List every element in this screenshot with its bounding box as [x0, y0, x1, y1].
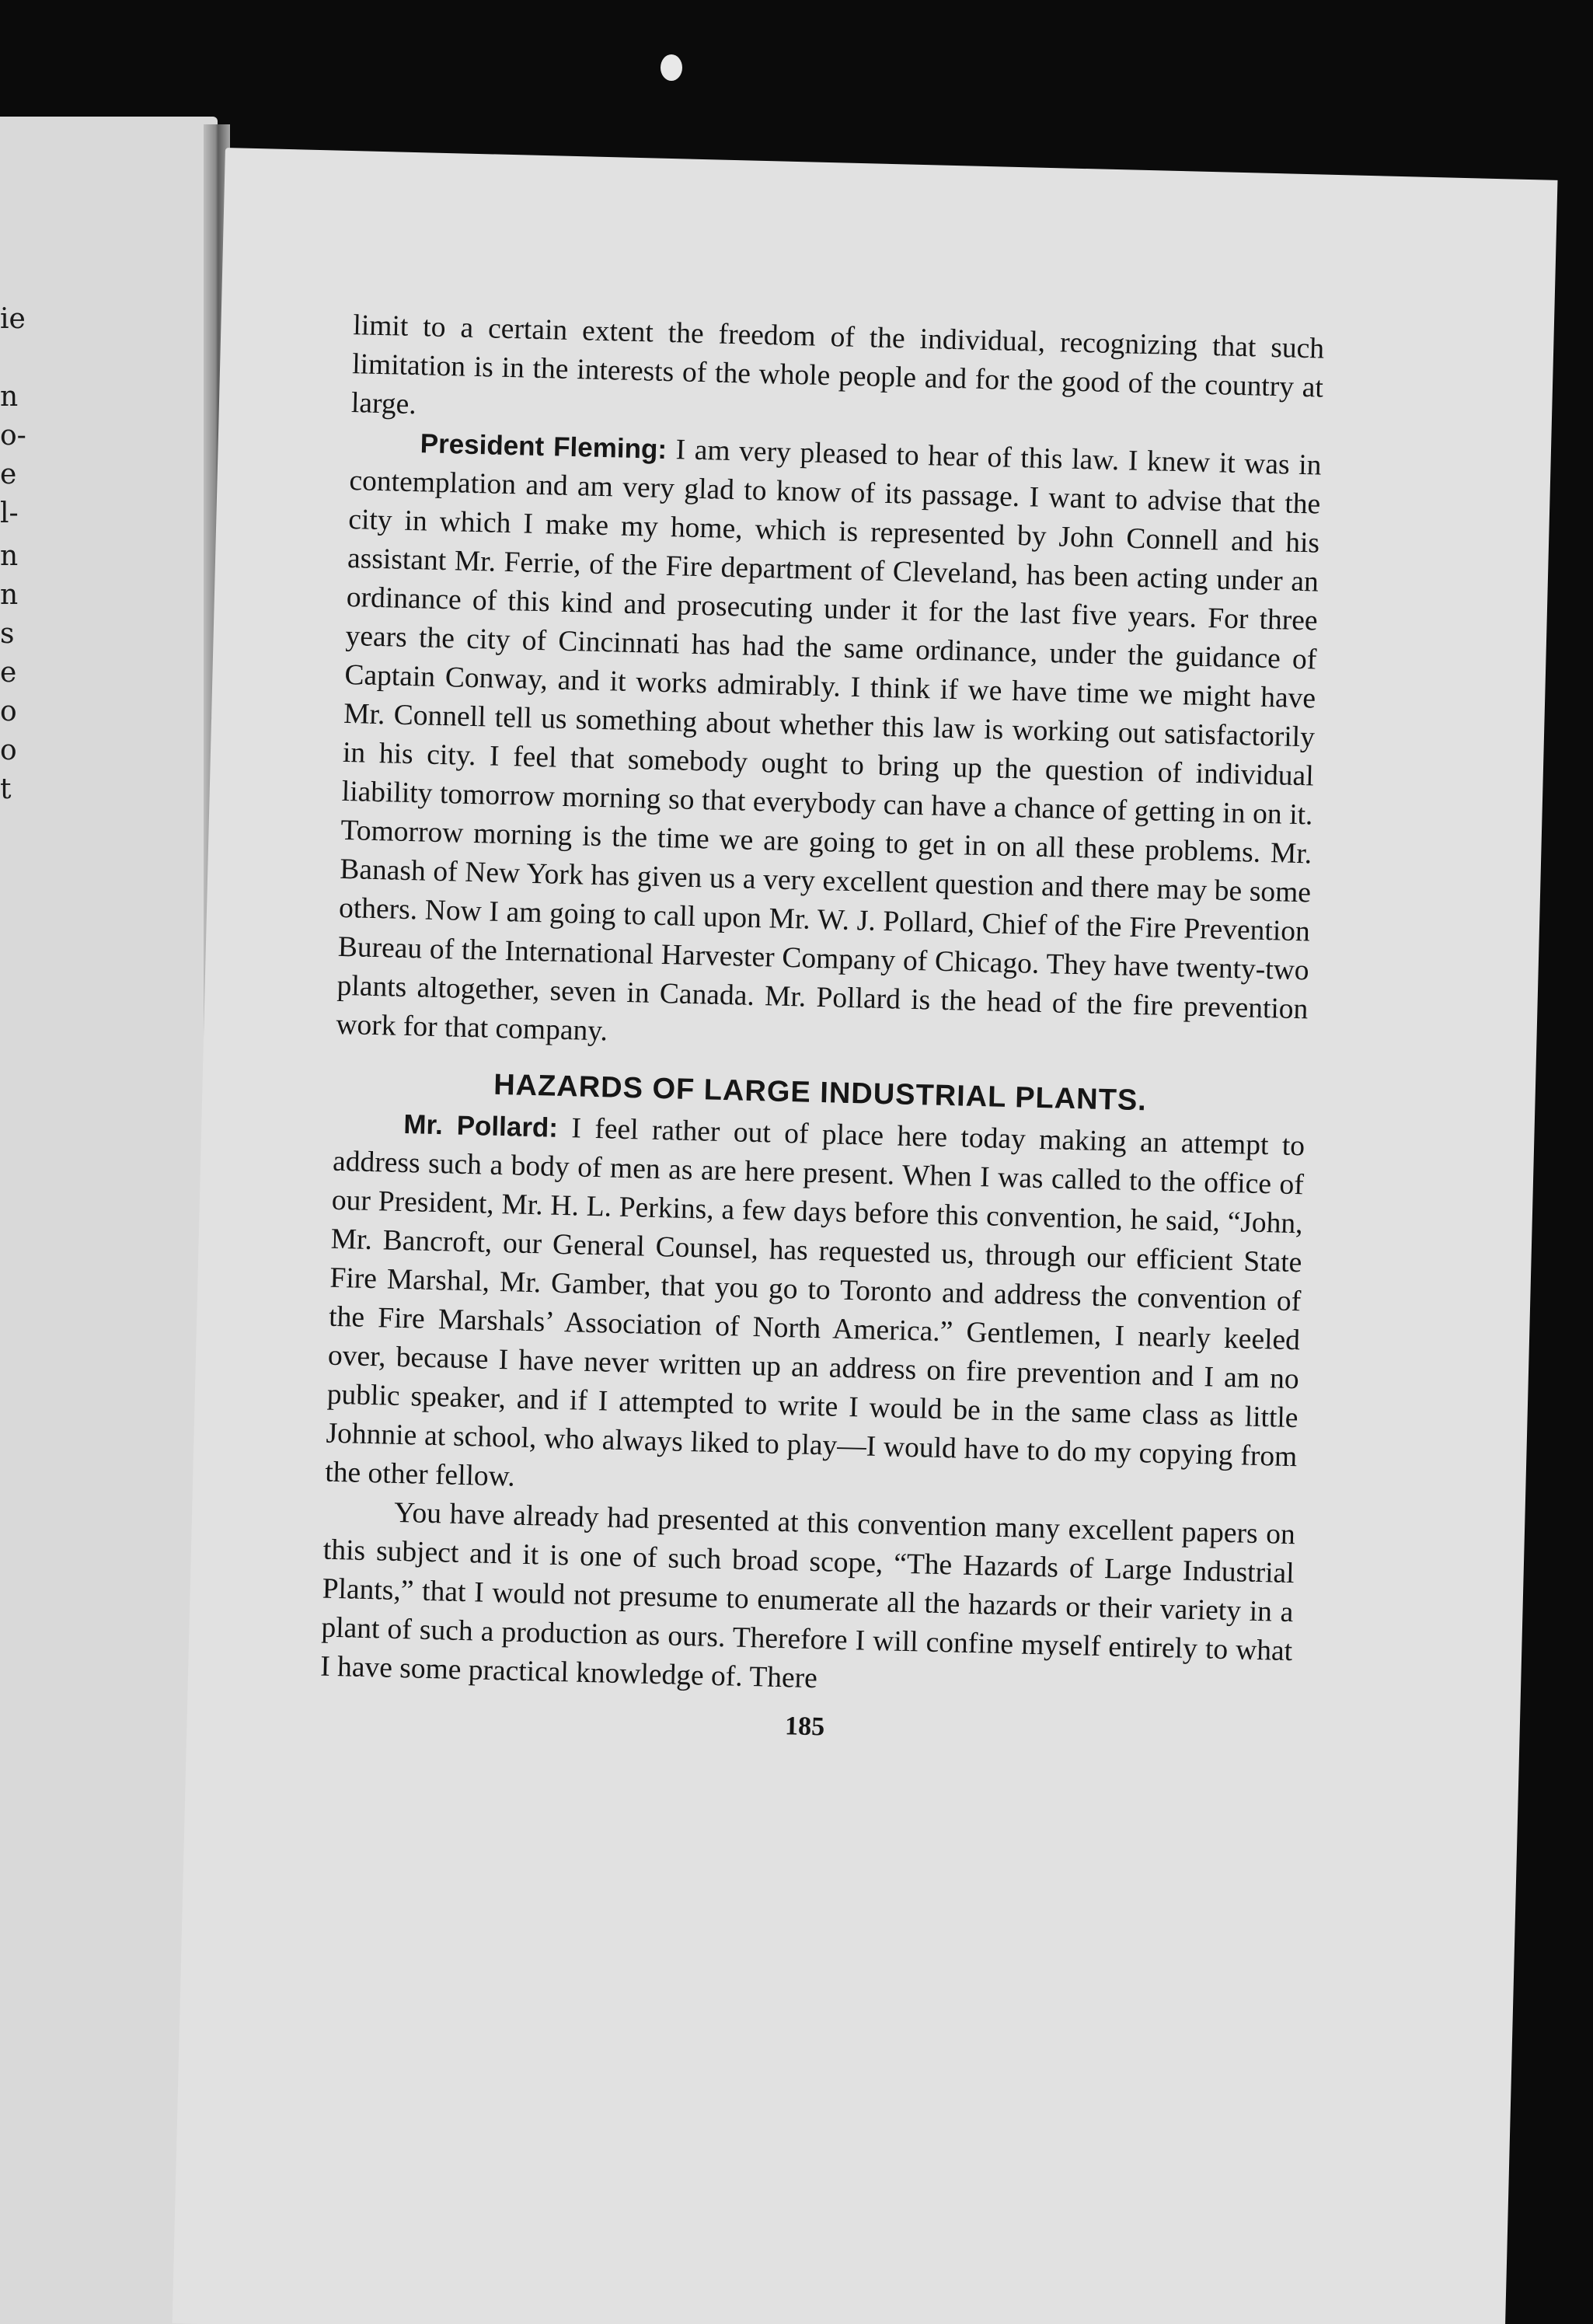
paragraph — [336, 423, 1322, 1068]
dust-speck — [661, 54, 682, 81]
paragraph-text: I am very pleased to hear of this law. I knew it was in contemplation and am very glad to know of its passage. I want to advise that the city in which I make my home, which is represented by John Connell and his assistant Mr. Ferrie, of the Fire department of Cleveland, has been acting under an ordinance of this kind and prosecuting under it for the last five years. For three years the city of Cincinnati has had the same ordinance, under the guidance of Captain Conway, and it works admirably. I think if we have time we might have Mr. Connell tell us something about whether this law is working out satisfactorily in his city. I feel that somebody ought to bring up the question of individual liability tomorrow morning so that everybody can have a chance of getting in on it. Tomorrow morning is the time we are going to get in on all these problems. Mr. Banash of New York has given us a very excellent question and there may be some others. Now I am going to call upon Mr. W. J. Pollard, Chief of the Fire Prevention Bureau of the International Harvester Company of Chicago. They have twenty-two plants altogether, seven in Canada. Mr. Pollard is the head of the fire prevention work for that company. — [335, 433, 1322, 1048]
facing-page-fragment: n — [0, 579, 19, 611]
facing-page-fragment: e — [0, 657, 17, 689]
facing-page-fragment: o — [0, 735, 17, 766]
facing-page-fragment: n — [0, 540, 19, 572]
speaker-label: President Fleming: — [420, 428, 668, 465]
facing-page-fragment: o — [0, 696, 17, 728]
page-number: 185 — [784, 1712, 825, 1742]
facing-page-fragment: t — [0, 773, 12, 805]
facing-page-fragment: e — [0, 459, 17, 490]
facing-page-fragment: l- — [0, 497, 19, 529]
paragraph-text: You have already had presented at this convention many excellent papers on this subject and it is one of such broad scope, “The Hazards of Large Industrial Plants,” that I would not presume to enumerate all the hazards or their variety in a plant of such a production as ours. Therefore I will confine myself entirely to what I have some practical knowledge of. There — [319, 1496, 1296, 1695]
paragraph-text: I feel rather out of place here today making an attempt to address such a body of men as are here present. When I was called to the office of our President, Mr. H. L. Perkins, a few days before this convention, he said, “John, Mr. Bancroft, our General Counsel, has requested us, through our efficient State Fire Marshal, Mr. Gamber, that you go to Toronto and address the convention of the Fire Marshals’ Association of North America.” Gentlemen, I nearly keeled over, because I have never written up an address on fire prevention and I am no public speaker, and if I attempted to write I would be in the same class as little Johnnie at school, who always liked to play—I would have to do my copying from the other fellow. — [324, 1111, 1305, 1493]
book-page — [173, 148, 1558, 2324]
facing-page-fragment: o- — [0, 420, 26, 452]
facing-page-fragment: ie — [0, 303, 26, 335]
paragraph-text: limit to a certain extent the freedom of the individual, recognizing that such limitation is in the interests of the whole people and for the good of the country at large. — [350, 309, 1325, 421]
paragraph — [325, 1104, 1305, 1516]
facing-page-fragment: n — [0, 381, 19, 413]
paragraph — [350, 306, 1324, 446]
section-heading: HAZARDS OF LARGE INDUSTRIAL PLANTS. — [493, 1068, 1148, 1118]
page-body — [319, 306, 1325, 1758]
paragraph — [320, 1492, 1296, 1710]
speaker-label: Mr. Pollard: — [403, 1108, 559, 1143]
facing-page-fragment: s — [0, 618, 15, 650]
